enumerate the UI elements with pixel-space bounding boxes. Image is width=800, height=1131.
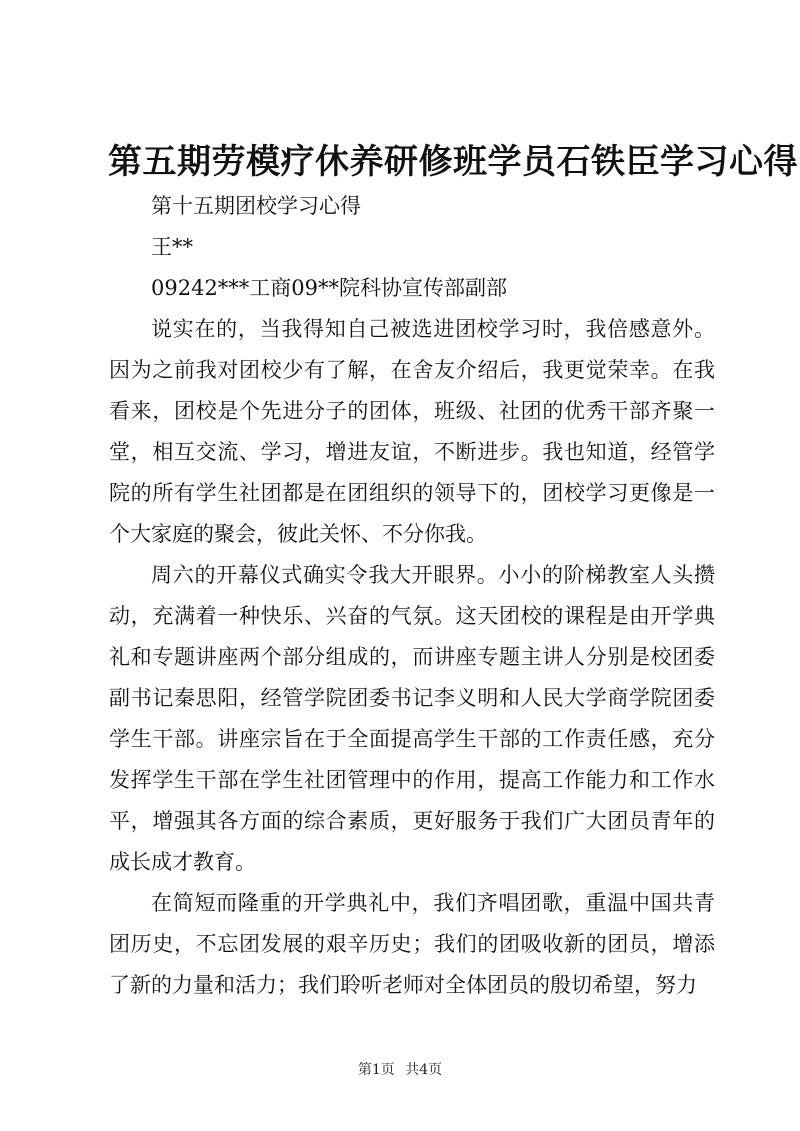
page-footer [0,1060,800,1080]
author-info: 09242***工商09**院科协宣传部副部 [151,276,508,300]
document-body [109,186,715,1006]
subtitle: 第十五期团校学习心得 [151,194,361,218]
body-paragraph: 说实在的，当我得知自己被选进团校学习时，我倍感意外。因为之前我对团校少有了解，在舍友介绍后，我更觉荣幸。在我看来，团校是个先进分子的团体，班级、社团的优秀干部齐聚一堂，相互交流、学习，增进友谊，不断进步。我也知道，经管学院的所有学生社团都是在团组织的领导下的，团校学习更像是一个大家庭的聚会，彼此关怀、不分你我。 [109,317,715,546]
page-number: 第1页 [357,1062,395,1078]
page-total: 共4页 [405,1062,443,1078]
author-name: 王** [151,235,193,259]
body-paragraph: 周六的开幕仪式确实令我大开眼界。小小的阶梯教室人头攒动，充满着一种快乐、兴奋的气氛。这天团校的课程是由开学典礼和专题讲座两个部分组成的，而讲座专题主讲人分别是校团委副书记秦思阳，经管学院团委书记李义明和人民大学商学院团委学生干部。讲座宗旨在于全面提高学生干部的工作责任感，充分发挥学生干部在学生社团管理中的作用，提高工作能力和工作水平，增强其各方面的综合素质，更好服务于我们广大团员青年的成长成才教育。 [109,563,715,874]
body-paragraph: 在简短而隆重的开学典礼中，我们齐唱团歌，重温中国共青团历史，不忘团发展的艰辛历史；我们的团吸收新的团员，增添了新的力量和活力；我们聆听老师对全体团员的殷切希望，努力 [109,891,715,997]
document-title: 第五期劳模疗休养研修班学员石铁臣学习心得 [108,142,798,182]
